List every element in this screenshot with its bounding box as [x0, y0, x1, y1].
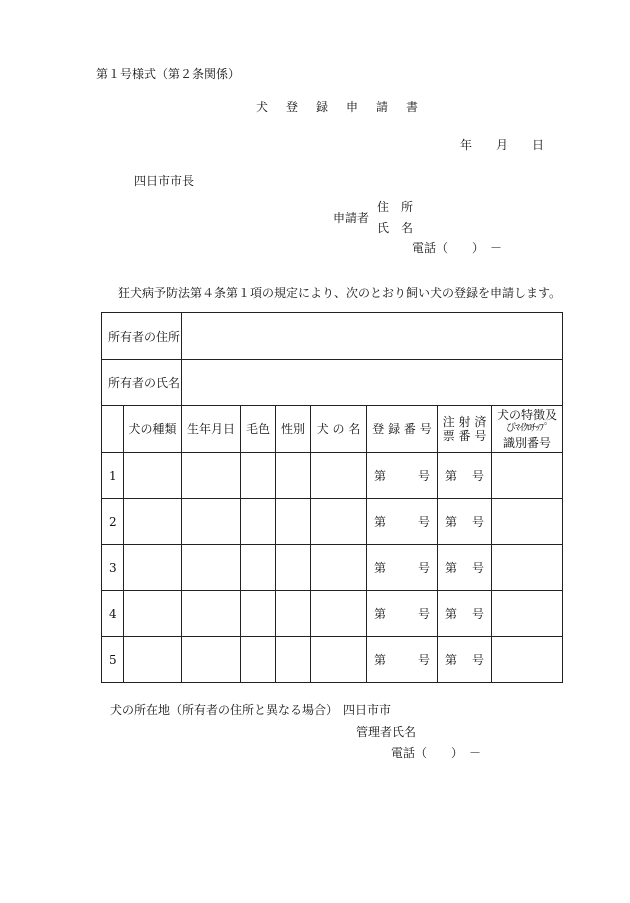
- coat-color-header: 毛色: [241, 406, 276, 453]
- manager-name-label: 管理者氏名: [356, 725, 417, 739]
- manager-phone-label: 電話（ ） －: [391, 746, 482, 760]
- row-number: 1: [102, 453, 124, 499]
- features-cell[interactable]: [492, 637, 563, 683]
- number-suffix: 号: [472, 607, 485, 621]
- number-format: [438, 605, 491, 622]
- sex-cell[interactable]: [276, 545, 311, 591]
- registration-number-cell[interactable]: [367, 591, 438, 637]
- date-year-label: 年: [460, 138, 473, 152]
- number-prefix: 第: [374, 653, 387, 667]
- dog-row: [102, 453, 563, 499]
- form-title: 犬登録申請書: [256, 100, 437, 114]
- sex-cell[interactable]: [276, 591, 311, 637]
- registration-number-cell[interactable]: [367, 453, 438, 499]
- vaccination-header-line1: 注 射 済: [442, 415, 487, 429]
- owner-name-label: 所有者の氏名: [102, 360, 182, 406]
- number-format: [438, 513, 491, 530]
- breed-cell[interactable]: [124, 499, 182, 545]
- features-cell[interactable]: [492, 591, 563, 637]
- number-prefix: 第: [374, 469, 387, 483]
- number-format: [367, 559, 437, 576]
- breed-header: 犬の種類: [124, 406, 182, 453]
- birthdate-cell[interactable]: [182, 637, 241, 683]
- vaccination-number-cell[interactable]: [438, 591, 492, 637]
- sex-cell[interactable]: [276, 637, 311, 683]
- coat-color-cell[interactable]: [241, 591, 276, 637]
- dog-name-cell[interactable]: [311, 591, 367, 637]
- row-number: 2: [102, 499, 124, 545]
- number-suffix: 号: [418, 607, 431, 621]
- features-cell[interactable]: [492, 545, 563, 591]
- number-suffix: 号: [472, 515, 485, 529]
- birthdate-cell[interactable]: [182, 545, 241, 591]
- number-prefix: 第: [445, 469, 458, 483]
- statement: 狂犬病予防法第４条第１項の規定により、次のとおり飼い犬の登録を申請します。: [118, 286, 562, 300]
- coat-color-cell[interactable]: [241, 453, 276, 499]
- number-prefix: 第: [374, 607, 387, 621]
- sex-cell[interactable]: [276, 499, 311, 545]
- number-suffix: 号: [472, 653, 485, 667]
- sex-cell[interactable]: [276, 453, 311, 499]
- dog-rows: [102, 453, 563, 683]
- vaccination-number-cell[interactable]: [438, 637, 492, 683]
- breed-cell[interactable]: [124, 545, 182, 591]
- sex-header: 性別: [276, 406, 311, 453]
- applicant-name-label: 氏 名: [377, 221, 414, 235]
- vaccination-header-line2: 票 番 号: [442, 429, 487, 443]
- dog-row: [102, 545, 563, 591]
- number-prefix: 第: [445, 515, 458, 529]
- column-header-row: [102, 406, 563, 453]
- number-suffix: 号: [472, 561, 485, 575]
- number-prefix: 第: [445, 607, 458, 621]
- owner-address-field[interactable]: [182, 313, 563, 360]
- coat-color-cell[interactable]: [241, 499, 276, 545]
- index-header: [102, 406, 124, 453]
- form-number: 第１号様式（第２条関係）: [96, 67, 241, 81]
- dog-name-cell[interactable]: [311, 637, 367, 683]
- number-format: [438, 651, 491, 668]
- number-suffix: 号: [418, 515, 431, 529]
- owner-address-label: 所有者の住所: [102, 313, 182, 360]
- dog-registration-table: [101, 312, 563, 683]
- owner-name-row: [102, 360, 563, 406]
- features-header-line2: びﾏｲｸﾛﾁｯﾌﾟ: [506, 423, 549, 434]
- birthdate-cell[interactable]: [182, 499, 241, 545]
- number-format: [367, 605, 437, 622]
- registration-number-cell[interactable]: [367, 545, 438, 591]
- vaccination-number-cell[interactable]: [438, 499, 492, 545]
- dog-name-header: 犬 の 名: [311, 406, 367, 453]
- vaccination-number-cell[interactable]: [438, 545, 492, 591]
- date-day-label: 日: [532, 138, 545, 152]
- vaccination-number-cell[interactable]: [438, 453, 492, 499]
- features-cell[interactable]: [492, 453, 563, 499]
- birthdate-header: 生年月日: [182, 406, 241, 453]
- date-month-label: 月: [496, 138, 509, 152]
- row-number: 5: [102, 637, 124, 683]
- registration-number-header: 登 録 番 号: [367, 406, 438, 453]
- birthdate-cell[interactable]: [182, 453, 241, 499]
- applicant-phone-label: 電話（ ） －: [412, 241, 503, 255]
- breed-cell[interactable]: [124, 591, 182, 637]
- owner-address-row: [102, 313, 563, 360]
- number-format: [438, 559, 491, 576]
- number-format: [367, 513, 437, 530]
- features-header: [492, 406, 563, 453]
- breed-cell[interactable]: [124, 637, 182, 683]
- features-cell[interactable]: [492, 499, 563, 545]
- location-label: 犬の所在地（所有者の住所と異なる場合）: [110, 703, 339, 717]
- dog-row: [102, 499, 563, 545]
- number-suffix: 号: [472, 469, 485, 483]
- dog-name-cell[interactable]: [311, 545, 367, 591]
- birthdate-cell[interactable]: [182, 591, 241, 637]
- number-format: [367, 651, 437, 668]
- dog-name-cell[interactable]: [311, 499, 367, 545]
- location-city: 四日市市: [343, 703, 392, 717]
- number-prefix: 第: [445, 653, 458, 667]
- number-format: [367, 467, 437, 484]
- number-suffix: 号: [418, 469, 431, 483]
- number-prefix: 第: [374, 561, 387, 575]
- applicant-label: 申請者: [333, 211, 370, 225]
- number-suffix: 号: [418, 653, 431, 667]
- registration-number-cell[interactable]: [367, 637, 438, 683]
- applicant-address-label: 住 所: [377, 200, 414, 214]
- vaccination-number-header: [438, 406, 492, 453]
- dog-name-cell[interactable]: [311, 453, 367, 499]
- breed-cell[interactable]: [124, 453, 182, 499]
- number-format: [438, 467, 491, 484]
- dog-row: [102, 591, 563, 637]
- features-header-line3: 識別番号: [503, 436, 552, 450]
- coat-color-cell[interactable]: [241, 637, 276, 683]
- row-number: 4: [102, 591, 124, 637]
- addressee: 四日市市長: [134, 174, 195, 188]
- features-header-line1: 犬の特徴及: [497, 408, 558, 422]
- owner-name-field[interactable]: [182, 360, 563, 406]
- number-suffix: 号: [418, 561, 431, 575]
- row-number: 3: [102, 545, 124, 591]
- dog-row: [102, 637, 563, 683]
- registration-number-cell[interactable]: [367, 499, 438, 545]
- coat-color-cell[interactable]: [241, 545, 276, 591]
- number-prefix: 第: [445, 561, 458, 575]
- number-prefix: 第: [374, 515, 387, 529]
